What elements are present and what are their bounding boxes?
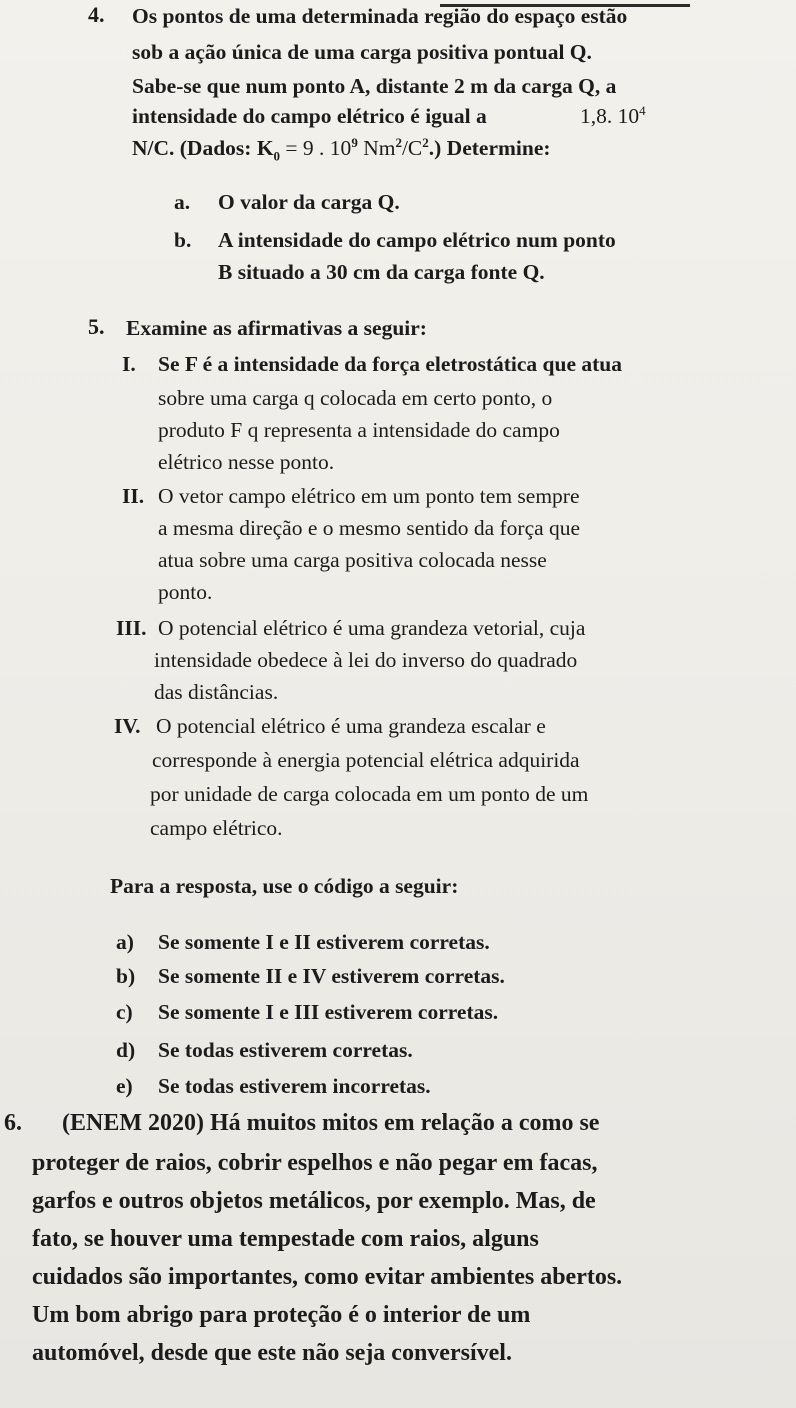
q5-statement-3-line-3: das distâncias.: [154, 680, 279, 704]
q5-statement-1-line-1: Se F é a intensidade da força eletrostática que atua: [158, 352, 622, 376]
q5-option-b-label: b): [116, 964, 136, 988]
q4-item-b-line-2: B situado a 30 cm da carga fonte Q.: [218, 260, 545, 284]
q5-option-e-label: e): [116, 1074, 133, 1098]
q4-field-coefficient: 1,8.: [580, 104, 613, 128]
q4-dados-end: .) Determine:: [428, 136, 551, 160]
q5-statement-4-line-1: O potencial elétrico é uma grandeza escalar e: [156, 714, 546, 738]
q4-field-exponent: 4: [639, 102, 646, 118]
q5-statement-1-line-3: produto F q representa a intensidade do campo: [158, 418, 560, 442]
q6-line-5: cuidados são importantes, como evitar ambientes abertos.: [32, 1264, 623, 1290]
q5-statement-3-line-1: O potencial elétrico é uma grandeza vetorial, cuja: [158, 616, 586, 640]
q5-statement-3-label: III.: [116, 616, 147, 640]
q4-k-unit-exp: 2: [395, 134, 402, 150]
q6-line-7: automóvel, desde que este não seja conversível.: [32, 1340, 512, 1366]
q5-statement-4-line-2: corresponde à energia potencial elétrica adquirida: [152, 748, 580, 772]
q6-line-4: fato, se houver uma tempestade com raios, alguns: [32, 1226, 539, 1252]
q5-option-a-label: a): [116, 930, 134, 954]
q5-option-c-text: Se somente I e III estiverem corretas.: [158, 1000, 499, 1024]
q4-line-2: sob a ação única de uma carga positiva pontual Q.: [132, 40, 592, 64]
q4-k-exponent: 9: [351, 134, 358, 150]
q4-k-value: = 9 . 10: [280, 136, 352, 160]
q4-line-5: [132, 134, 551, 164]
q4-k-unit-div-exp: 2: [422, 134, 429, 150]
q5-option-a-text: Se somente I e II estiverem corretas.: [158, 930, 490, 954]
q5-option-d-label: d): [116, 1038, 136, 1062]
q4-line-1: Os pontos de uma determinada região do espaço estão: [132, 4, 628, 28]
q4-field-base: 10: [617, 104, 640, 128]
q5-statement-2-line-4: ponto.: [158, 580, 213, 604]
q6-line-3: garfos e outros objetos metálicos, por exemplo. Mas, de: [32, 1188, 596, 1214]
q5-statement-2-line-1: O vetor campo elétrico em um ponto tem sempre: [158, 484, 580, 508]
q5-statement-4-label: IV.: [114, 714, 141, 738]
q6-number: 6.: [4, 1110, 22, 1136]
q5-option-d-text: Se todas estiverem corretas.: [158, 1038, 413, 1062]
q5-number: 5.: [88, 314, 105, 339]
q6-line-1: (ENEM 2020) Há muitos mitos em relação a como se: [62, 1110, 600, 1136]
q5-option-b-text: Se somente II e IV estiverem corretas.: [158, 964, 505, 988]
q5-statement-2-label: II.: [122, 484, 145, 508]
q6-line-6: Um bom abrigo para proteção é o interior de um: [32, 1302, 531, 1328]
q5-statement-1-line-2: sobre uma carga q colocada em certo ponto, o: [158, 386, 553, 410]
q5-option-c-label: c): [116, 1000, 133, 1024]
q5-statement-1-line-4: elétrico nesse ponto.: [158, 450, 335, 474]
q4-k-subscript: 0: [273, 148, 281, 164]
q4-k-unit: Nm: [357, 136, 396, 160]
q4-item-b-label: b.: [174, 228, 192, 252]
q5-statement-1-label: I.: [122, 352, 136, 376]
q4-line-4: intensidade do campo elétrico é igual a: [132, 104, 487, 128]
q4-k-unit-div: /C: [401, 136, 423, 160]
q5-statement-2-line-3: atua sobre uma carga positiva colocada nesse: [158, 548, 547, 572]
q6-line-2: proteger de raios, cobrir espelhos e não pegar em facas,: [32, 1150, 598, 1176]
q4-item-a-label: a.: [174, 190, 191, 214]
q4-dados-start: N/C. (Dados: K: [132, 136, 274, 160]
q4-field-value: [580, 104, 646, 129]
q4-line-3: Sabe-se que num ponto A, distante 2 m da carga Q, a: [132, 74, 617, 98]
q4-item-b-line-1: A intensidade do campo elétrico num ponto: [218, 228, 616, 252]
q5-option-e-text: Se todas estiverem incorretas.: [158, 1074, 431, 1098]
q5-statement-2-line-2: a mesma direção e o mesmo sentido da força que: [158, 516, 581, 540]
q4-number: 4.: [88, 2, 105, 27]
q5-statement-3-line-2: intensidade obedece à lei do inverso do quadrado: [154, 648, 578, 672]
q5-statement-4-line-4: campo elétrico.: [150, 816, 283, 840]
q5-intro: Examine as afirmativas a seguir:: [126, 316, 427, 340]
q5-code-intro: Para a resposta, use o código a seguir:: [110, 874, 459, 898]
q5-statement-4-line-3: por unidade de carga colocada em um ponto de um: [150, 782, 589, 806]
q4-item-a-text: O valor da carga Q.: [218, 190, 400, 214]
